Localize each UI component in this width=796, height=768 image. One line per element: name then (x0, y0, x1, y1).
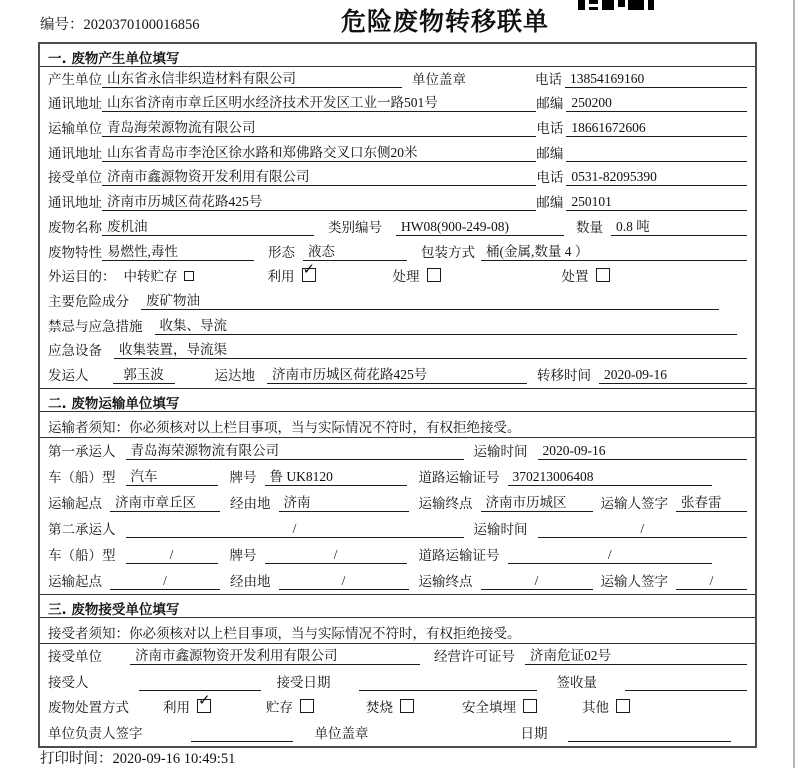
receiving-unit-value: 济南市鑫源物资开发利用有限公司 (130, 644, 420, 665)
waste-character-value: 易燃性,毒性 (102, 240, 254, 261)
consignor-value: 郭玉波 (113, 363, 175, 384)
document-header (0, 0, 796, 40)
print-time-value: 2020-09-16 10:49:51 (112, 751, 236, 767)
road-permit-label: 道路运输证号 (418, 547, 500, 563)
option-label: 利用 (163, 700, 190, 716)
unit-seal-label: 单位盖章 (314, 725, 369, 741)
form-row-carrier1-route (40, 490, 755, 516)
receiver-zip-value: 250101 (566, 194, 747, 211)
checkbox-option-dispose (562, 265, 610, 285)
address-label: 通讯地址 (48, 96, 102, 112)
receiver-unit-label: 接受单位 (48, 170, 102, 186)
consignor-label: 发运人 (48, 367, 89, 383)
via-label: 经由地 (230, 495, 271, 511)
checkbox-option-storage (124, 265, 194, 285)
receiver-address-value: 济南市历城区荷花路425号 (102, 190, 536, 211)
vehicle-type-value: / (126, 547, 218, 564)
form-row-waste-name (40, 215, 755, 240)
quantity-value: 0.8 吨 (611, 215, 747, 236)
road-permit-value: 370213006408 (508, 469, 713, 486)
form-row-waste-character (40, 240, 755, 265)
form-row-recipient (40, 669, 755, 695)
transport-time-label: 运输时间 (473, 521, 528, 537)
endpoint-label: 运输终点 (418, 495, 473, 511)
producer-unit-value: 山东省永信非织造材料有限公司 (102, 67, 402, 88)
received-qty-value (625, 690, 747, 691)
option-label: 处置 (561, 269, 589, 285)
address-label: 通讯地址 (48, 195, 102, 211)
receiver-phone-value: 0531-82095390 (566, 169, 747, 186)
road-permit-value: / (508, 547, 713, 564)
print-time-label: 打印时间： (40, 751, 113, 767)
emergency-equipment-value: 收集装置，导流渠 (114, 338, 747, 359)
plate-number-value: / (265, 547, 407, 564)
first-carrier-label: 第一承运人 (48, 443, 116, 459)
transporter-zip-value (566, 161, 747, 162)
form-row-carrier2-vehicle (40, 542, 755, 568)
form-row-hazard-component (40, 289, 755, 314)
second-carrier-value: / (126, 521, 464, 538)
form-row-producer-address (40, 92, 755, 117)
checkbox-icon (523, 699, 537, 713)
checkbox-option-other (582, 696, 630, 716)
form-state-label: 形态 (268, 244, 295, 260)
plate-number-label: 牌号 (229, 469, 257, 485)
checkbox-option-utilize (267, 260, 316, 285)
producer-unit-label: 产生单位 (48, 71, 102, 87)
second-carrier-time-value: / (538, 521, 748, 538)
form-row-consignor (40, 363, 755, 388)
second-carrier-label: 第二承运人 (48, 521, 116, 537)
form-row-carrier1 (40, 438, 755, 464)
form-row-carrier1-vehicle (40, 464, 755, 490)
license-number-value: 济南危证02号 (525, 644, 747, 665)
vehicle-type-value: 汽车 (126, 465, 218, 486)
zip-label: 邮编 (536, 145, 564, 161)
carrier-sign-label: 运输人签字 (600, 573, 668, 589)
form-row-producer (40, 67, 755, 92)
form-row-transporter-address (40, 141, 755, 166)
option-label: 中转贮存 (123, 269, 178, 285)
transporter-unit-label: 运输单位 (48, 121, 102, 137)
received-qty-label: 签收量 (556, 674, 597, 690)
origin-value: / (110, 573, 220, 590)
carrier-sign-value: / (676, 573, 747, 590)
option-label: 安全填埋 (462, 700, 516, 716)
checkbox-icon (400, 699, 414, 713)
option-label: 焚烧 (366, 700, 393, 716)
checkbox-icon (427, 268, 441, 282)
transfer-purpose-label: 外运目的： (48, 269, 116, 285)
zip-label: 邮编 (536, 96, 564, 112)
form-state-value: 液态 (303, 240, 407, 261)
option-label: 贮存 (266, 700, 293, 716)
endpoint-label: 运输终点 (418, 573, 473, 589)
doc-number (40, 13, 200, 34)
option-label: 其他 (582, 700, 609, 716)
receiver-notice: 接受者须知：你必须核对以上栏目事项，当与实际情况不符时，有权拒绝接受。 (40, 618, 755, 644)
checkbox-option-treat (393, 265, 441, 285)
waste-character-label: 废物特性 (48, 244, 102, 260)
transporter-notice: 运输者须知：你必须核对以上栏目事项，当与实际情况不符时，有权拒绝接受。 (40, 412, 755, 438)
date-value (568, 741, 732, 742)
origin-value: 济南市章丘区 (110, 491, 220, 512)
transport-time-label: 运输时间 (473, 443, 528, 459)
transporter-address-value: 山东省青岛市李沧区徐水路和郑佛路交叉口东侧20米 (102, 141, 536, 162)
hazard-component-value: 废矿物油 (141, 289, 719, 310)
emergency-measures-label: 禁忌与应急措施 (48, 318, 143, 334)
hazard-component-label: 主要危险成分 (48, 293, 129, 309)
phone-field-group (536, 166, 747, 186)
plate-number-label: 牌号 (229, 547, 257, 563)
form-row-transfer-purpose (40, 260, 755, 290)
origin-label: 运输起点 (48, 573, 102, 589)
checkmark: ✓ (302, 260, 316, 279)
checkbox-icon (596, 268, 610, 282)
endpoint-value: / (481, 573, 593, 590)
qr-code-fragment (578, 0, 654, 11)
doc-number-label: 编号： (40, 17, 84, 33)
vehicle-type-label: 车（船）型 (48, 547, 116, 563)
section-2-header: 二. 废物运输单位填写 (40, 388, 755, 412)
manager-sign-value (191, 741, 293, 742)
transfer-date-label: 转移时间 (537, 367, 591, 383)
waste-name-value: 废机油 (102, 215, 314, 236)
phone-field-group (535, 68, 747, 88)
receiving-unit-label: 接受单位 (48, 649, 102, 665)
receive-date-value (359, 690, 537, 691)
date-label: 日期 (520, 725, 548, 741)
zip-field-group (536, 191, 747, 211)
page-edge-line (793, 0, 795, 768)
form-row-receiving-unit (40, 644, 755, 670)
checkmark: ✓ (198, 691, 211, 710)
checkbox-icon (302, 260, 316, 282)
first-carrier-value: 青岛海荣源物流有限公司 (126, 439, 464, 460)
carrier-sign-value: 张春雷 (676, 491, 747, 512)
category-code-label: 类别编号 (328, 219, 382, 235)
form-row-carrier2 (40, 516, 755, 542)
zip-label: 邮编 (536, 195, 564, 211)
origin-label: 运输起点 (48, 495, 102, 511)
destination-value: 济南市历城区荷花路425号 (267, 363, 527, 384)
option-label: 处理 (392, 269, 420, 285)
print-time (40, 747, 235, 768)
transporter-phone-value: 18661672606 (566, 120, 747, 137)
checkbox-option-store (266, 696, 314, 716)
license-number-label: 经营许可证号 (434, 649, 515, 665)
phone-field-group (536, 117, 747, 137)
form-row-receiver (40, 166, 755, 191)
waste-name-label: 废物名称 (48, 219, 102, 235)
manifest-form-table (38, 42, 757, 748)
recipient-label: 接受人 (48, 674, 89, 690)
checkbox-option-landfill (462, 696, 537, 716)
form-row-emergency-equipment (40, 339, 755, 364)
option-label: 利用 (267, 269, 295, 285)
category-code-value: HW08(900-249-08) (396, 219, 564, 236)
phone-label: 电话 (536, 170, 564, 186)
checkbox-icon (300, 699, 314, 713)
phone-label: 电话 (536, 121, 564, 137)
receive-date-label: 接受日期 (276, 674, 331, 690)
producer-phone-value: 13854169160 (565, 71, 747, 88)
page-title: 危险废物转移联单 (340, 7, 550, 36)
transfer-date-value: 2020-09-16 (599, 367, 747, 384)
checkbox-icon (184, 271, 194, 281)
checkbox-icon (616, 699, 630, 713)
producer-address-value: 山东省济南市章丘区明水经济技术开发区工业一路501号 (102, 91, 536, 112)
doc-number-value: 2020370100016856 (83, 17, 200, 33)
form-row-manager-sign (40, 720, 755, 746)
producer-zip-value: 250200 (566, 95, 747, 112)
checkbox-option-incinerate (366, 696, 414, 716)
address-label: 通讯地址 (48, 145, 102, 161)
plate-number-value: 鲁 UK8120 (265, 465, 407, 486)
first-carrier-time-value: 2020-09-16 (538, 443, 748, 460)
via-label: 经由地 (230, 573, 271, 589)
receiver-unit-value: 济南市鑫源物资开发利用有限公司 (102, 165, 536, 186)
carrier-sign-label: 运输人签字 (600, 495, 668, 511)
road-permit-label: 道路运输证号 (418, 469, 500, 485)
form-row-emergency-measures (40, 314, 755, 339)
manager-sign-label: 单位负责人签字 (48, 725, 143, 741)
emergency-equipment-label: 应急设备 (48, 343, 102, 359)
transporter-unit-value: 青岛海荣源物流有限公司 (102, 116, 536, 137)
form-row-carrier2-route (40, 568, 755, 594)
section-3-header: 三. 废物接受单位填写 (40, 594, 755, 618)
endpoint-value: 济南市历城区 (481, 491, 593, 512)
emergency-measures-value: 收集、导流 (155, 314, 738, 335)
vehicle-type-label: 车（船）型 (48, 469, 116, 485)
via-value: / (279, 573, 409, 590)
via-value: 济南 (279, 491, 409, 512)
packing-label: 包装方式 (421, 244, 475, 260)
phone-label: 电话 (535, 71, 562, 87)
section-1-header: 一. 废物产生单位填写 (40, 44, 755, 67)
destination-label: 运达地 (214, 367, 255, 383)
unit-seal-label: 单位盖章 (412, 71, 466, 87)
form-row-disposal-method (40, 691, 755, 721)
form-row-transporter (40, 116, 755, 141)
zip-field-group (536, 92, 747, 112)
checkbox-icon (197, 691, 211, 713)
form-row-receiver-address (40, 190, 755, 215)
quantity-label: 数量 (576, 219, 603, 235)
zip-field-group (536, 142, 747, 162)
disposal-method-label: 废物处置方式 (48, 700, 129, 716)
packing-value: 桶(金属,数量 4 ） (481, 240, 747, 261)
checkbox-option-utilize (163, 691, 211, 716)
